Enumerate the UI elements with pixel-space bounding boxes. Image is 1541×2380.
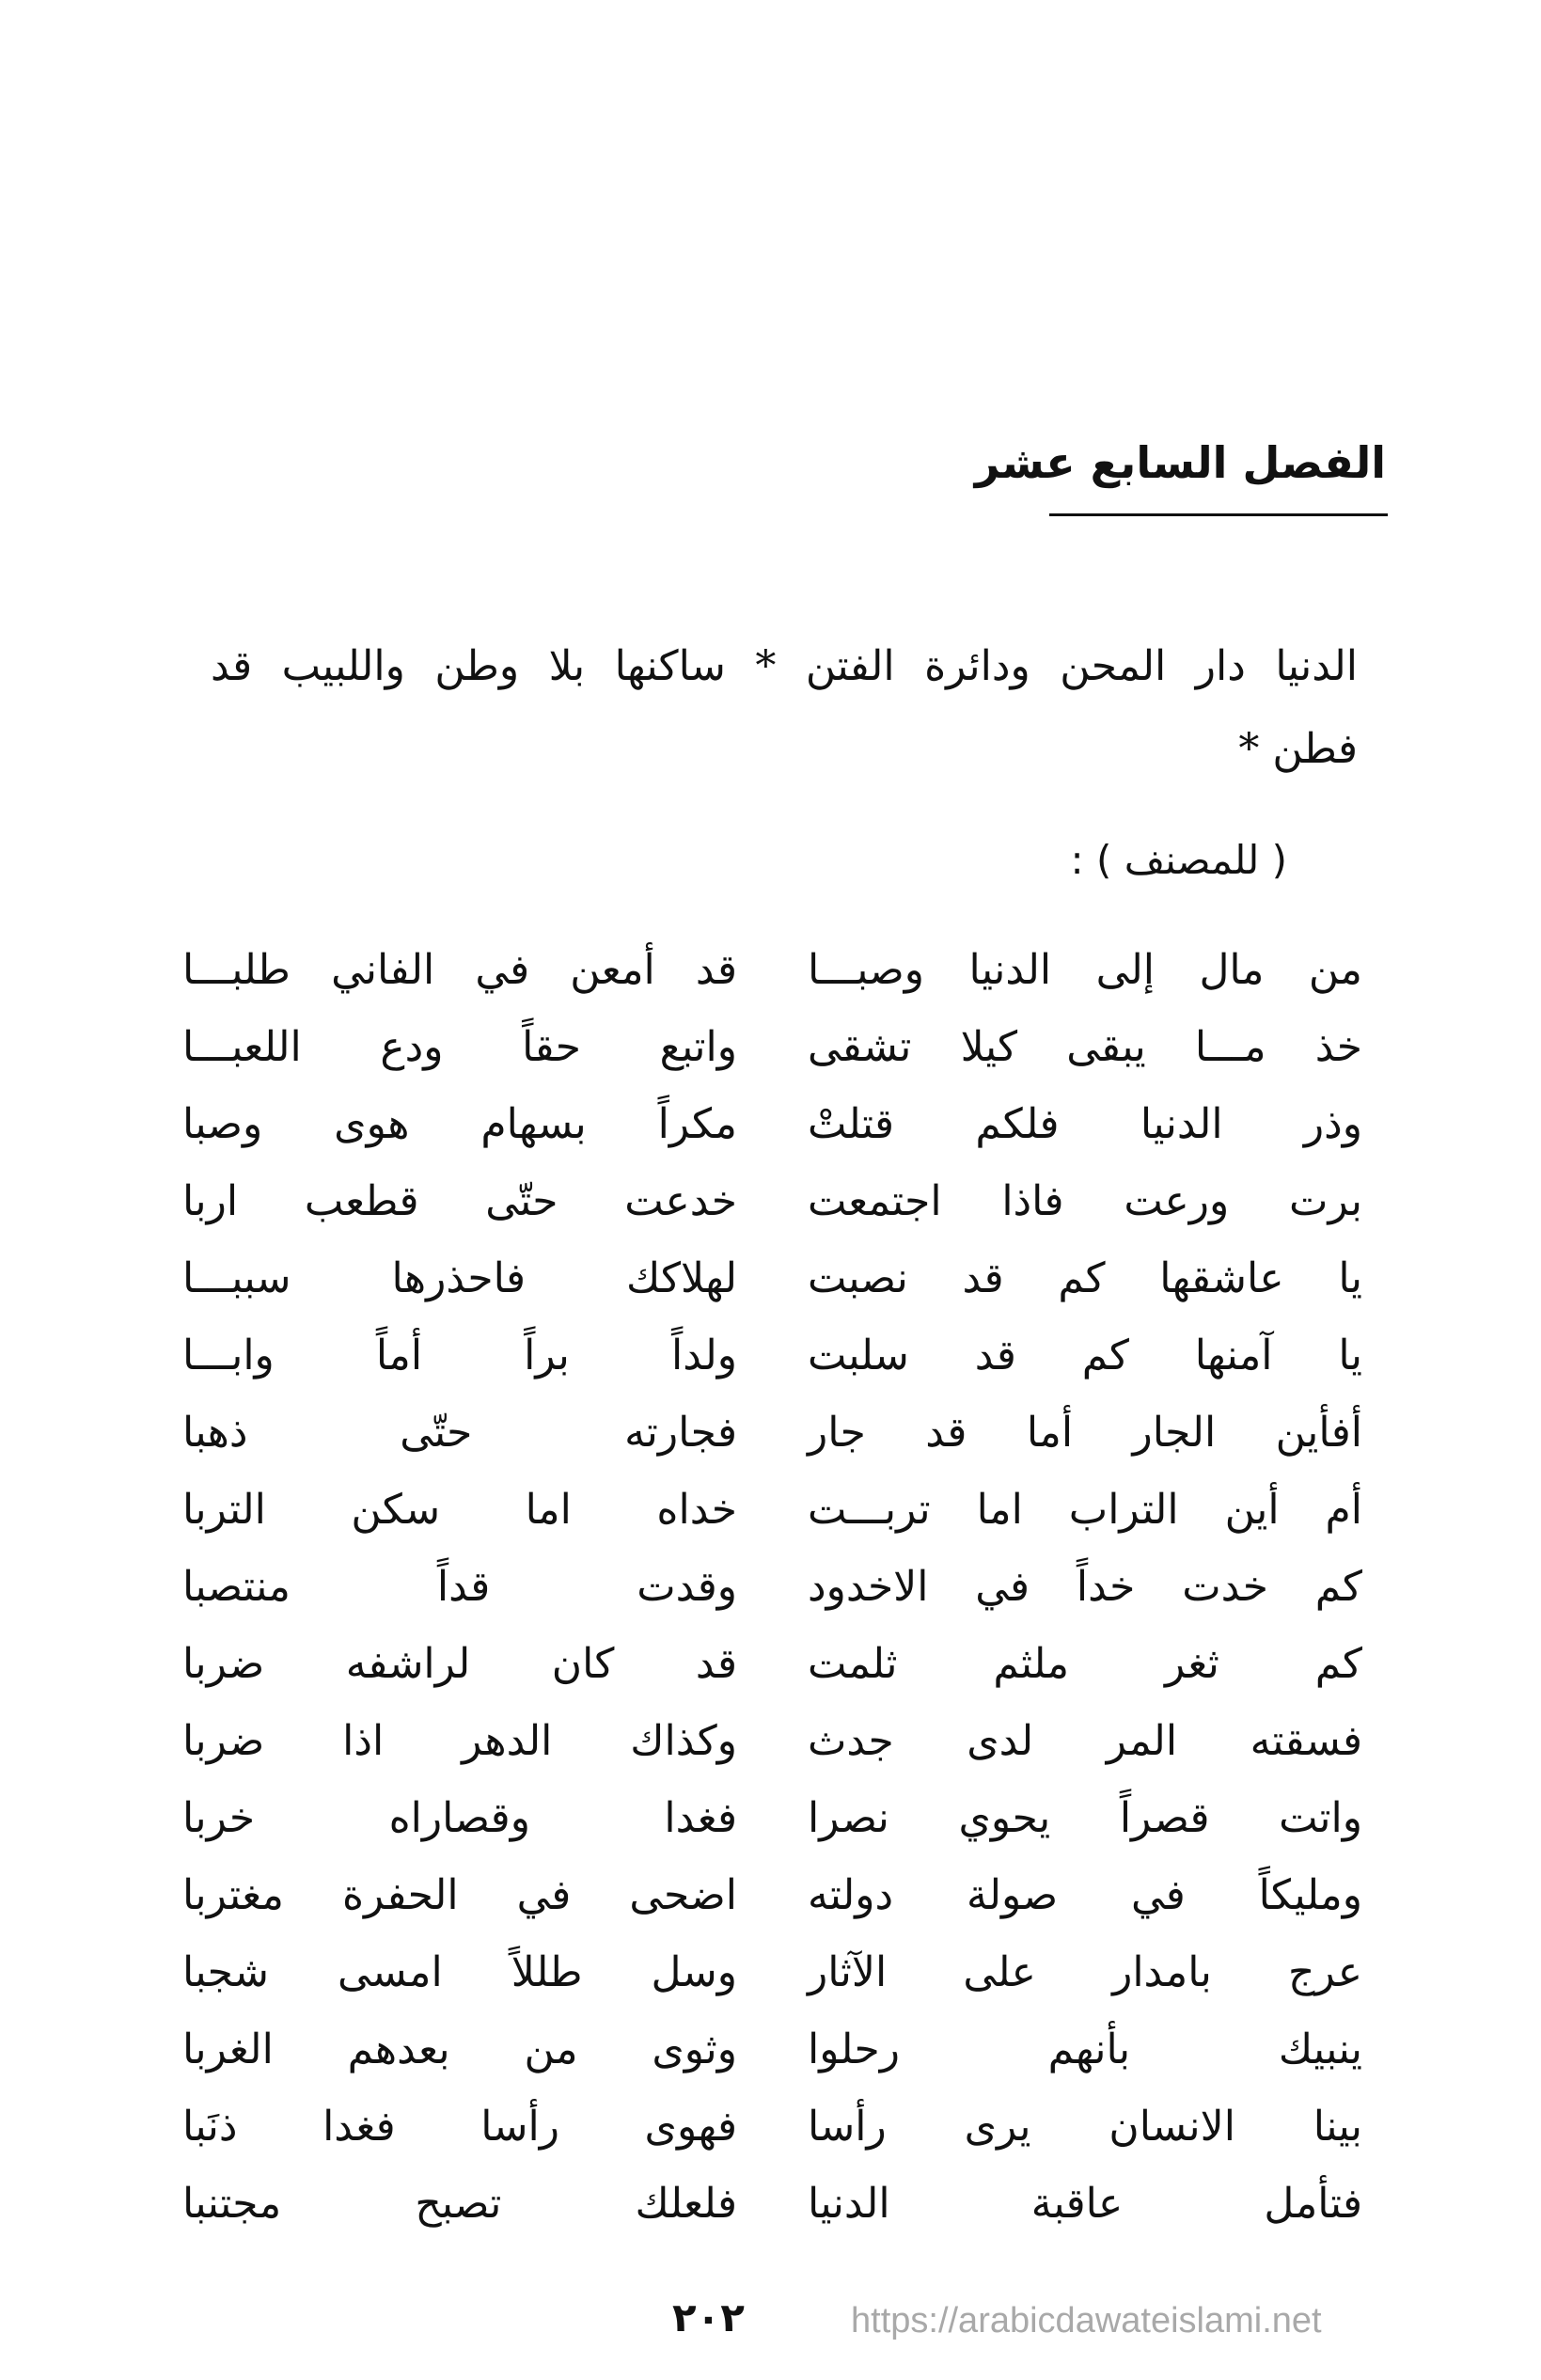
verse-first-hemistich: يا عاشقها كم قد نصبت <box>808 1253 1362 1302</box>
verse-line <box>182 1548 1362 1625</box>
verse-second-hemistich: لهلاكك فاحذرها سببـــا <box>182 1253 737 1302</box>
prose-line-1: الدنيا دار المحن ودائرة الفتن * ساكنها بلا وطن واللبيب قد <box>211 642 1358 690</box>
author-attribution: ( للمصنف ) : <box>1070 837 1287 883</box>
poem <box>182 931 1362 2242</box>
verse-first-hemistich: ومليكاً في صولة دولته <box>808 1870 1362 1919</box>
verse-line <box>182 1779 1362 1856</box>
verse-second-hemistich: وكذاك الدهر اذا ضربا <box>182 1716 737 1765</box>
verse-second-hemistich: مكراً بسهام هوى وصبا <box>182 1099 737 1148</box>
verse-second-hemistich: قد أمعن في الفاني طلبـــا <box>182 945 737 994</box>
verse-line <box>182 1394 1362 1471</box>
verse-second-hemistich: اضحى في الحفرة مغتربا <box>182 1870 737 1919</box>
verse-first-hemistich: كم خدت خداً في الاخدود <box>808 1562 1362 1611</box>
verse-line <box>182 1008 1362 1085</box>
verse-line <box>182 931 1362 1008</box>
verse-first-hemistich: بينا الانسان يرى رأسا <box>808 2102 1362 2151</box>
verse-second-hemistich: فهوى رأسا فغدا ذنَبا <box>182 2102 737 2151</box>
verse-first-hemistich: من مال إلى الدنيا وصبـــا <box>808 945 1362 994</box>
verse-second-hemistich: وسل طللاً امسى شجبا <box>182 1947 737 1996</box>
verse-line <box>182 1239 1362 1316</box>
verse-first-hemistich: يا آمنها كم قد سلبت <box>808 1331 1362 1379</box>
prose-line-2: فطن * <box>1238 725 1358 773</box>
verse-second-hemistich: خداه اما سكن التربا <box>182 1485 737 1534</box>
verse-second-hemistich: ولداً براً أماً وابـــا <box>182 1331 737 1379</box>
verse-second-hemistich: قد كان لراشفه ضربا <box>182 1639 737 1688</box>
page-number: ٢٠٢ <box>672 2294 745 2341</box>
title-underline <box>1049 513 1388 516</box>
verse-line <box>182 1933 1362 2010</box>
verse-second-hemistich: واتبع حقاً ودع اللعبـــا <box>182 1022 737 1071</box>
verse-line <box>182 1085 1362 1162</box>
verse-second-hemistich: فغدا وقصاراه خربا <box>182 1793 737 1842</box>
verse-line <box>182 2165 1362 2242</box>
verse-first-hemistich: برت ورعت فاذا اجتمعت <box>808 1176 1362 1225</box>
verse-first-hemistich: واتت قصراً يحوي نصرا <box>808 1793 1362 1842</box>
verse-line <box>182 2088 1362 2165</box>
verse-line <box>182 1702 1362 1779</box>
verse-first-hemistich: وذر الدنيا فلكم قتلتْ <box>808 1099 1362 1148</box>
intro-prose <box>211 625 1358 791</box>
verse-first-hemistich: فتأمل عاقبة الدنيا <box>808 2179 1362 2228</box>
verse-line <box>182 1471 1362 1548</box>
verse-first-hemistich: أفأين الجار أما قد جار <box>808 1408 1362 1457</box>
chapter-title: الفصل السابع عشر <box>974 437 1386 488</box>
verse-first-hemistich: فسقته المر لدى جدث <box>808 1716 1362 1765</box>
verse-second-hemistich: خدعت حتّى قطعب اربا <box>182 1176 737 1225</box>
verse-first-hemistich: عرج بامدار على الآثار <box>808 1947 1362 1996</box>
verse-line <box>182 1856 1362 1933</box>
verse-first-hemistich: أم أين التراب اما تربـــت <box>808 1485 1362 1534</box>
verse-line <box>182 1162 1362 1239</box>
verse-second-hemistich: فجارته حتّى ذهبا <box>182 1408 737 1457</box>
watermark-url: https://arabicdawateislami.net <box>851 2301 1322 2341</box>
verse-line <box>182 1625 1362 1702</box>
verse-first-hemistich: كم ثغر ملثم ثلمت <box>808 1639 1362 1688</box>
verse-second-hemistich: فلعلك تصبح مجتنبا <box>182 2179 737 2228</box>
verse-first-hemistich: خذ مـــا يبقى كيلا تشقى <box>808 1022 1362 1071</box>
verse-line <box>182 2010 1362 2088</box>
verse-line <box>182 1316 1362 1394</box>
verse-second-hemistich: وثوى من بعدهم الغربا <box>182 2025 737 2073</box>
verse-first-hemistich: ينبيك بأنهم رحلوا <box>808 2025 1362 2073</box>
verse-second-hemistich: وقدت قداً منتصبا <box>182 1562 737 1611</box>
